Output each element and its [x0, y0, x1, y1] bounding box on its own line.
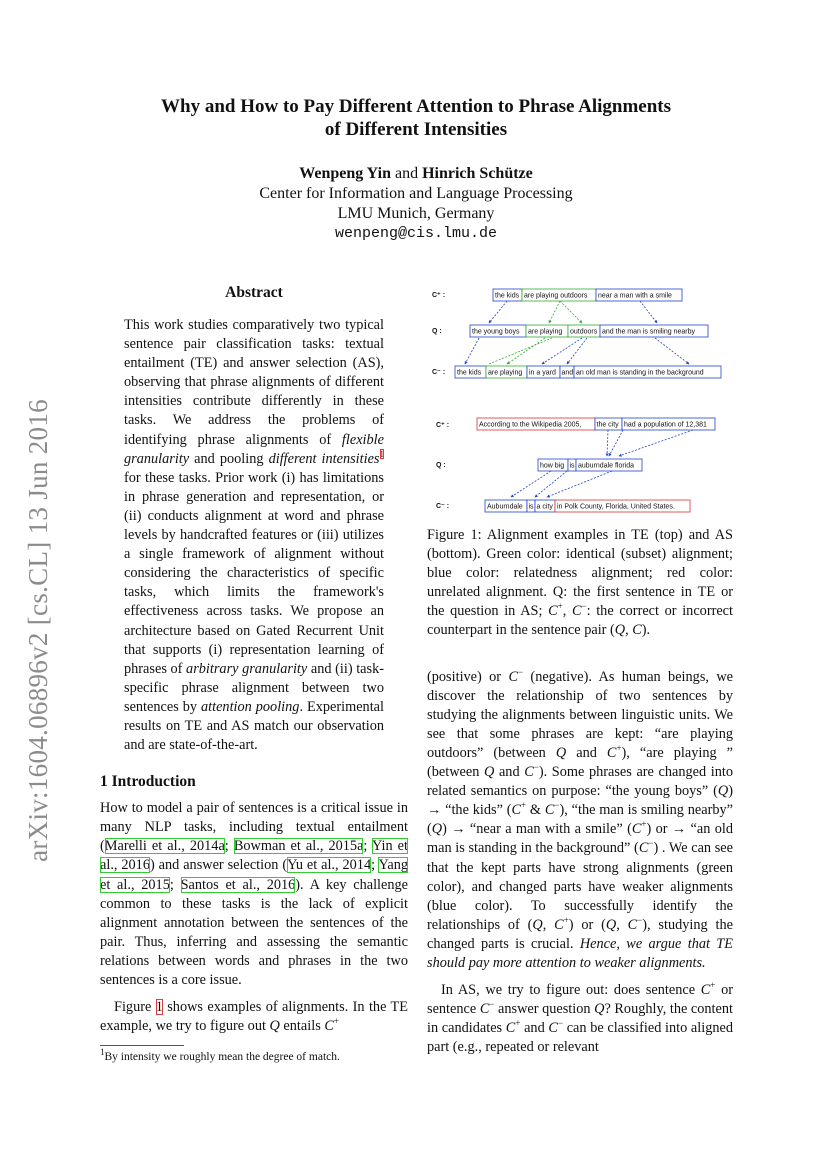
- as-align-line: [547, 471, 612, 497]
- svg-text:is: is: [528, 503, 534, 511]
- te-label-q: Q :: [432, 328, 442, 335]
- te-align-line: [549, 301, 560, 323]
- te-label-cminus: C⁻ :: [432, 369, 446, 376]
- as-align-line: [535, 471, 567, 497]
- intro-paragraph-1: How to model a pair of sentences is a critical issue in many NLP tasks, including textual entailment (Marelli et al., 2014a; Bowman et al., 2015a; Yin et al., 2016) and answer selection (Yu et al., 2014; Yang et al., 2015; Santos et al., 2016). A key challenge common to these tasks is the lack of explicit alignment annotation between the sentences of the pair. Thus, inferring and assessing the semantic relations between words and phrases in the two sentences is a core issue.: [100, 800, 409, 988]
- author-block: [100, 164, 732, 244]
- citation-link[interactable]: Santos et al., 2016: [180, 876, 296, 893]
- te-align-line: [465, 338, 479, 364]
- te-align-line: [489, 338, 552, 364]
- citation-link[interactable]: Yin et al., 2016: [100, 838, 408, 874]
- svg-text:outdoors: outdoors: [570, 328, 598, 336]
- author-2: Hinrich Schütze: [422, 165, 533, 182]
- svg-text:had a population of 12,381: had a population of 12,381: [624, 421, 707, 429]
- author-names: [100, 164, 732, 184]
- paper-title: [100, 95, 732, 141]
- svg-text:how big: how big: [540, 462, 565, 470]
- title-line-2: of Different Intensities: [324, 119, 508, 140]
- te-align-line: [542, 338, 582, 364]
- arxiv-stamp: arXiv:1604.06896v2 [cs.CL] 13 Jun 2016: [22, 398, 53, 862]
- location: LMU Munich, Germany: [337, 205, 495, 222]
- footnote-rule: [100, 1045, 184, 1046]
- svg-text:Auburndale: Auburndale: [487, 503, 523, 511]
- svg-text:near a man with a smile: near a man with a smile: [598, 292, 672, 300]
- abstract-body: [100, 316, 408, 755]
- abstract-heading: Abstract: [225, 284, 283, 301]
- svg-text:According to the Wikipedia 200: According to the Wikipedia 2005,: [479, 421, 582, 429]
- as-label-cplus: C⁺ :: [436, 422, 450, 429]
- svg-text:in Polk County, Florida, Unite: in Polk County, Florida, United States.: [557, 503, 675, 511]
- right-column: [427, 526, 733, 1057]
- te-align-line: [655, 338, 689, 364]
- te-align-line: [489, 301, 507, 323]
- as-align-line: [511, 471, 551, 497]
- author-1: Wenpeng Yin: [299, 165, 391, 182]
- svg-text:are playing: are playing: [528, 328, 563, 336]
- citation-link[interactable]: Marelli et al., 2014a: [104, 838, 225, 855]
- intro-paragraph-2: Figure 1 shows examples of alignments. In the TE example, we try to figure out Q entails C+: [100, 999, 408, 1035]
- affiliation: Center for Information and Language Processing: [259, 185, 573, 202]
- svg-text:are playing outdoors: are playing outdoors: [524, 292, 588, 300]
- left-column: [100, 284, 408, 1064]
- svg-text:in a yard: in a yard: [529, 369, 556, 377]
- svg-text:the kids: the kids: [457, 369, 482, 377]
- svg-text:the city: the city: [596, 421, 619, 429]
- svg-text:a city: a city: [536, 503, 553, 511]
- right-paragraph-2: In AS, we try to figure out: does sentence C+ or sentence C− answer question Q? Roughly, the content in candidates C+ and C− can be classified into aligned part (e.g., repeated or relevant: [427, 980, 733, 1056]
- as-align-line: [607, 430, 608, 456]
- svg-text:are playing: are playing: [488, 369, 523, 377]
- author-and: and: [394, 165, 419, 182]
- te-align-line: [567, 338, 587, 364]
- svg-text:an old man is standing in the: an old man is standing in the background: [576, 369, 704, 377]
- footnote-link[interactable]: 1: [379, 448, 384, 459]
- svg-text:the kids: the kids: [495, 292, 520, 300]
- abstract-text: This work studies comparatively two typical sentence pair classification tasks: textual entailment (TE) and answer selection (AS), observing that phrase alignments of different intensities contribute differently in these tasks. We address the problems of identifying phrase alignments of flexible granularity and pooling different intensities$^1$ for these tasks. Prior work (i) has limitations in phrase generation and representation, or (ii) conducts alignment at word and phrase levels by handcrafted features or (iii) utilizes a single framework of alignment without considering the characteristics of specific tasks, which limits the framework's effectiveness across tasks. We propose an architecture based on Gated Recurrent Unit that supports (i) representation learning of phrases of arbitrary granularity and (ii) task-specific phrase alignment between two sentences by attention pooling. Experimental results on TE and AS match our observation and are state-of-the-art.: [124, 317, 385, 754]
- svg-text:is: is: [569, 462, 575, 470]
- figure-caption: Figure 1: Alignment examples in TE (top) and AS (bottom). Green color: identical (subset) alignment; blue color: relatedness alignment; red color: unrelated alignment. Q: the first sentence in TE or the question in AS; C+, C−: the correct or incorrect counterpart in the sentence pair (Q, C).: [427, 527, 734, 639]
- citation-link[interactable]: Yu et al., 2014: [287, 857, 372, 874]
- alignment-figure: [427, 282, 733, 520]
- te-align-line: [507, 338, 545, 364]
- footnote: $^1$By intensity we roughly mean the degree of match.: [100, 1047, 340, 1064]
- figure-link[interactable]: 1: [155, 999, 163, 1016]
- te-align-line: [640, 301, 657, 323]
- figure-1: [427, 282, 733, 520]
- as-align-line: [619, 430, 693, 456]
- as-label-q: Q :: [436, 462, 446, 469]
- citation-link[interactable]: Bowman et al., 2015a: [233, 838, 364, 855]
- section-heading-introduction: 1 Introduction: [100, 773, 196, 791]
- svg-text:auburndale florida: auburndale florida: [578, 462, 635, 470]
- svg-text:and the man is smiling nearby: and the man is smiling nearby: [602, 328, 695, 336]
- as-align-line: [609, 430, 623, 456]
- svg-text:the young boys: the young boys: [472, 328, 520, 336]
- title-line-1: Why and How to Pay Different Attention to Phrase Alignments: [161, 96, 671, 117]
- svg-text:and: and: [561, 369, 574, 377]
- email: wenpeng@cis.lmu.de: [334, 225, 498, 242]
- te-align-line: [560, 301, 582, 323]
- citation-link[interactable]: Yang et al., 2015: [100, 857, 408, 893]
- right-paragraph-1: (positive) or C− (negative). As human beings, we discover the relationship of two sentences by studying the alignments between linguistic units. We see that some phrases are kept: “are playing outdoors” (between Q and C+), “are playing ” (between Q and C−). Some phrases are changed into related semantics on purpose: “the young boys” (Q) → “the kids” (C+ & C−), “the man is smiling nearby” (Q) → “near a man with a smile” (C+) or → “an old man is standing in the background” (C−) . We can see that the kept parts have strong alignments (green color), and changed parts have weaker alignments (blue color). To successfully identify the relationships of (Q, C+) or (Q, C−), studying the changed parts is crucial. Hence, we argue that TE should pay more attention to weaker alignments.: [427, 666, 734, 971]
- te-label-cplus: C⁺ :: [432, 292, 446, 299]
- as-label-cminus: C⁻ :: [436, 503, 450, 510]
